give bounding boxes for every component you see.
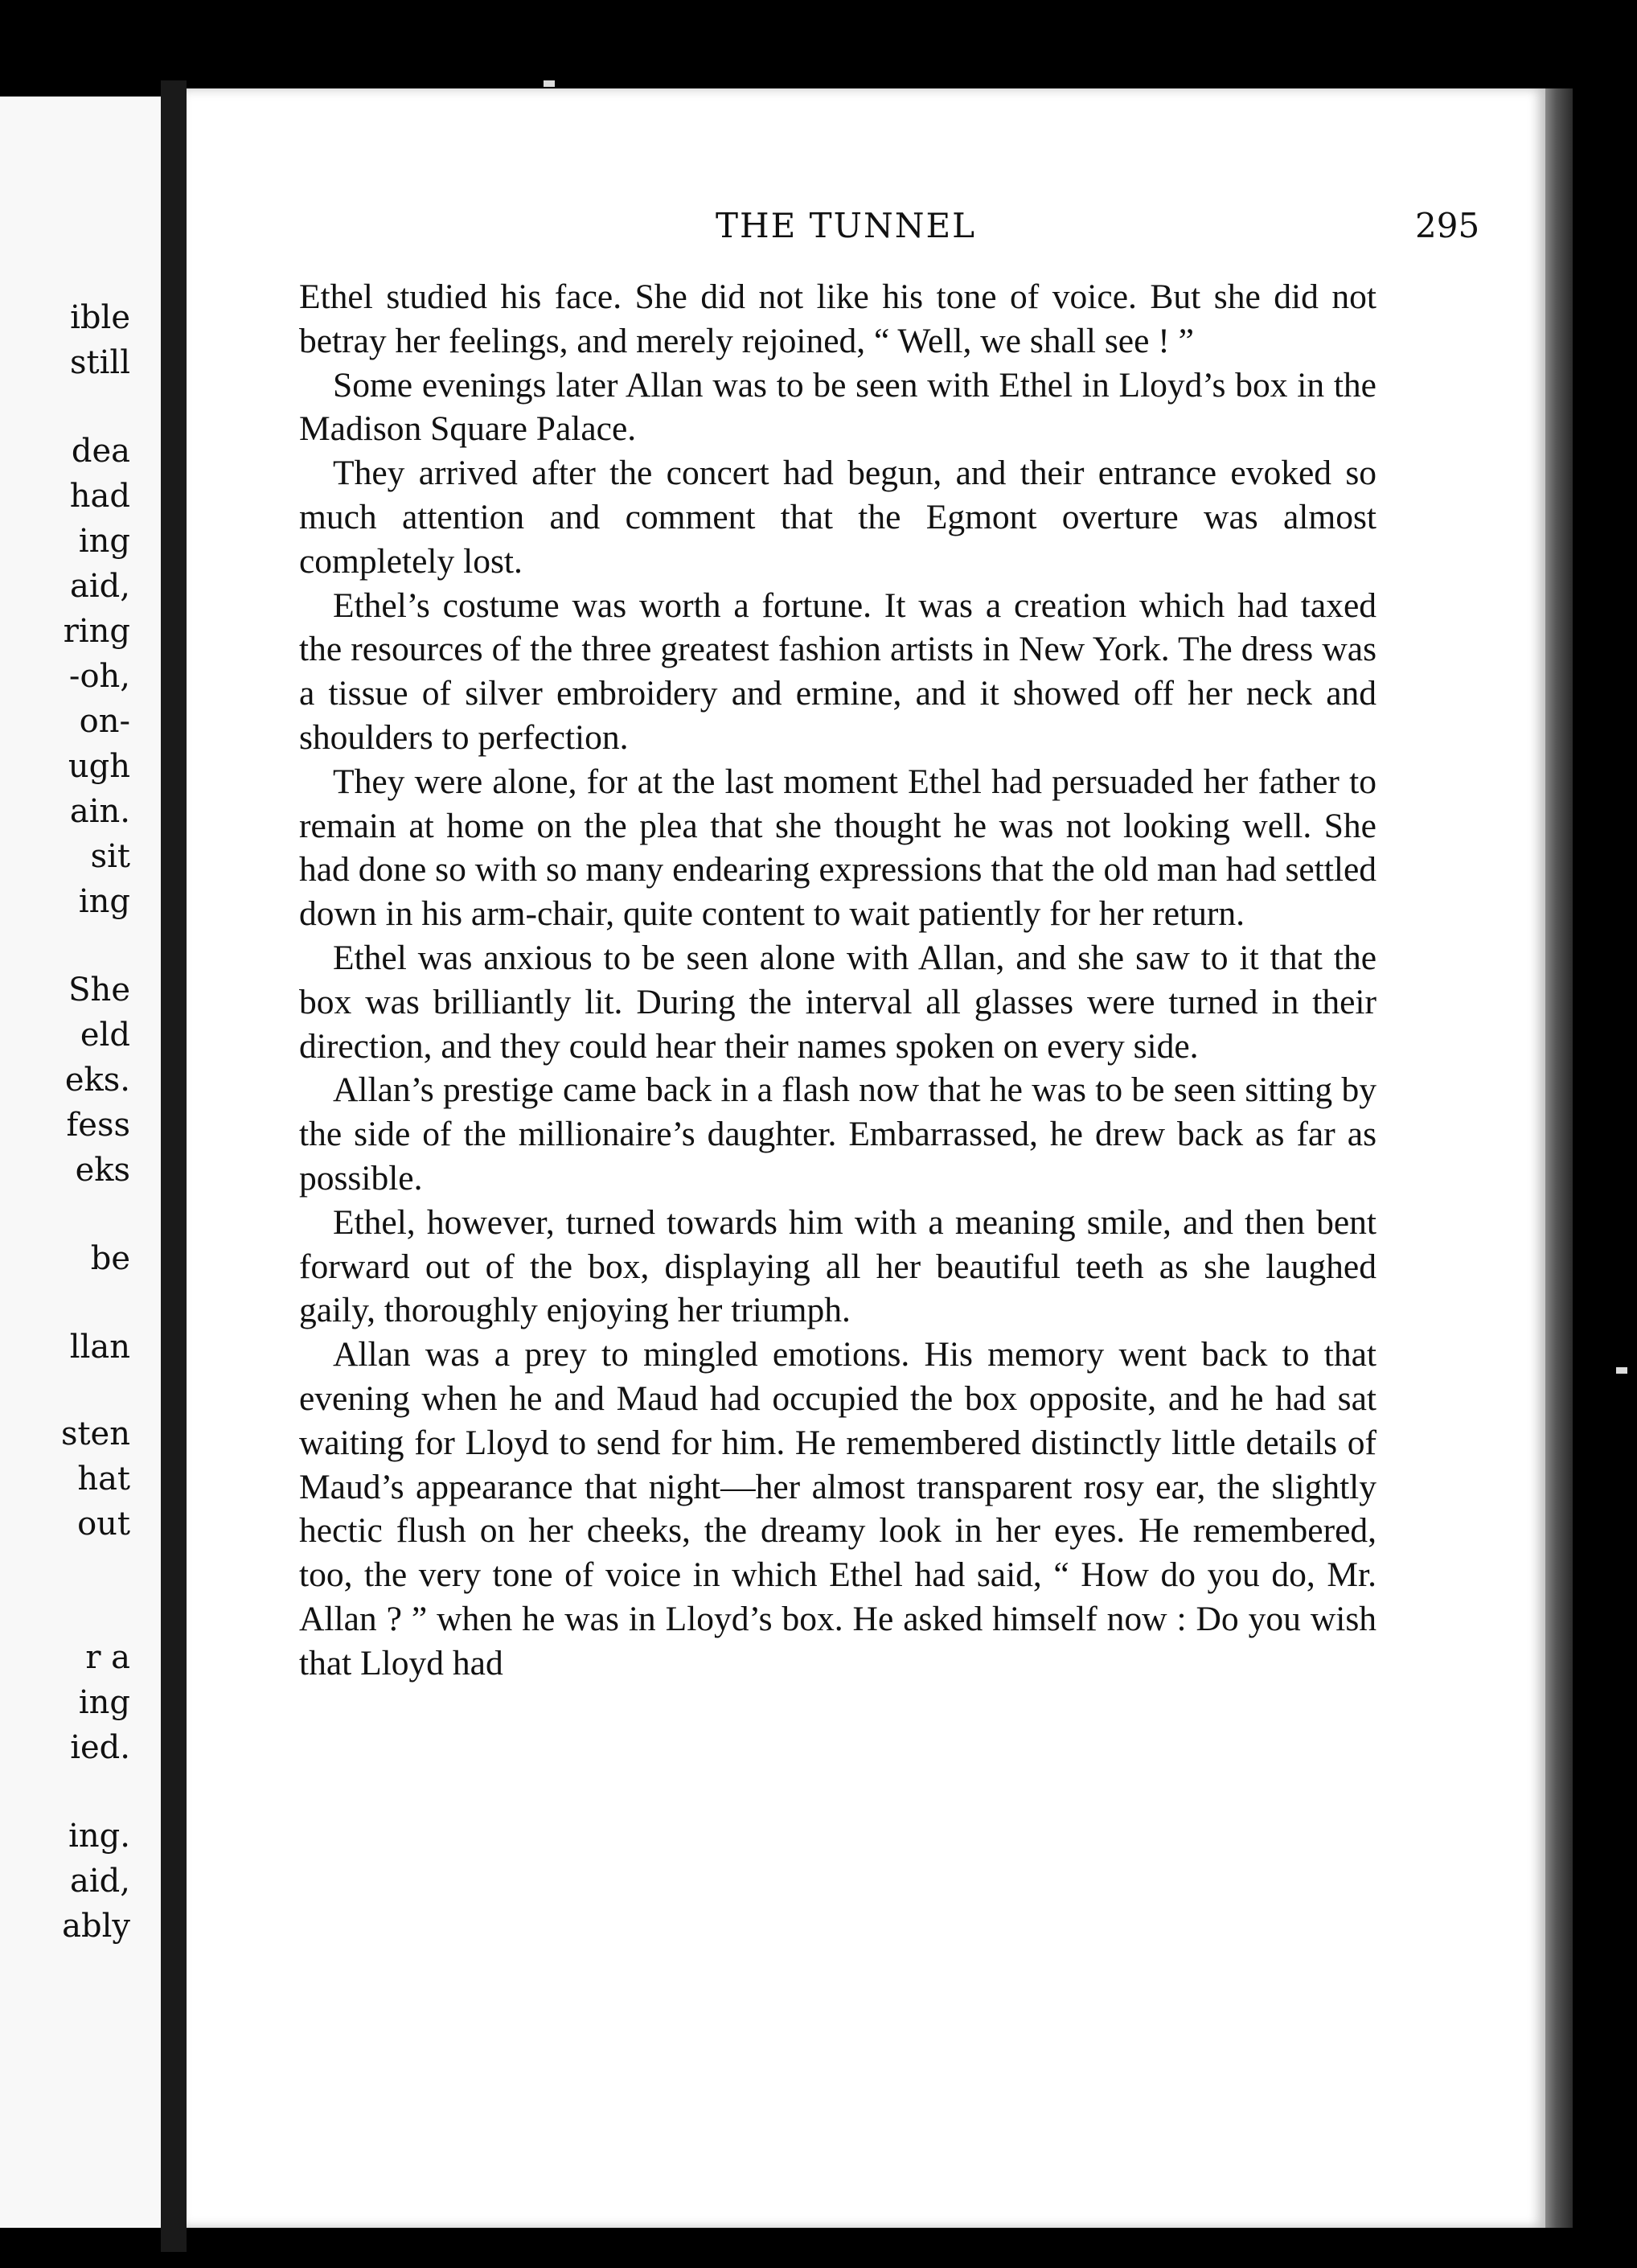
left-page-fragment: r a xyxy=(85,1639,130,1676)
paragraph: Allan was a prey to mingled emotions. His memory went back to that evening when he and Maud had occupied the box opposite, and he had sat waiting for Lloyd to send for him. He remembered distinctly little details of Maud’s appearance that night—her almost transparent rosy ear, the slightly hectic flush on her cheeks, the dreamy look in her eyes. He remembered, too, the very tone of voice in which Ethel had said, “ How do you do, Mr. Allan ? ” when he was in Lloyd’s box. He asked himself now : Do you wish that Lloyd had xyxy=(299,1335,1376,1683)
left-page-fragment: eld xyxy=(80,1017,130,1054)
paragraph: Ethel was anxious to be seen alone with Allan, and she saw to it that the box was brilliantly lit. During the interval all glasses were turned in their direction, and they could hear their names spoken on every side. xyxy=(299,938,1376,1066)
paragraph: Allan’s prestige came back in a flash now that he was to be seen sitting by the side of the millionaire’s daughter. Embarrassed, he drew back as far as possible. xyxy=(299,1070,1376,1198)
left-page-fragment: ible xyxy=(70,299,130,336)
scan-speck xyxy=(544,80,555,87)
paragraph: They were alone, for at the last moment Ethel had persuaded her father to remain at home on the plea that she thought he was not looking well. She had done so with so many endearing expressions that the old man had settled down in his arm-chair, quite content to wait patiently for her return. xyxy=(299,762,1376,934)
left-page-fragment: hat xyxy=(77,1461,130,1498)
paragraph: Ethel’s costume was worth a fortune. It was a creation which had taxed the resources of the three greatest fashion artists in New York. The dress was a tissue of silver embroidery and ermine, and it showed off her neck and shoulders to perfection. xyxy=(299,585,1376,757)
left-page-fragment: ain. xyxy=(69,793,130,830)
paragraph: Ethel studied his face. She did not like his tone of voice. But she did not betray her feelings, and merely rejoined, “ Well, we shall see ! ” xyxy=(299,277,1376,360)
left-page-fragment: ing. xyxy=(68,1818,130,1855)
page-body xyxy=(299,275,1376,1686)
book-gutter xyxy=(161,80,187,2252)
running-title: THE TUNNEL xyxy=(715,206,977,245)
left-page-fragment: on- xyxy=(79,703,130,740)
left-page-fragment: ably xyxy=(62,1908,130,1945)
page-number: 295 xyxy=(1415,206,1480,245)
left-page-fragment: ied. xyxy=(70,1729,130,1766)
left-page-fragment: eks xyxy=(75,1152,130,1189)
left-page-fragment: ing xyxy=(78,1684,130,1721)
left-page-fragment: -oh, xyxy=(68,658,130,695)
left-page-fragment: ring xyxy=(63,613,130,650)
paragraph: Ethel, however, turned towards him with a meaning smile, and then bent forward out of the box, displaying all her beautiful teeth as she laughed gaily, thoroughly enjoying her triumph. xyxy=(299,1202,1376,1330)
book-page xyxy=(187,88,1545,2228)
left-page-fragment: aid, xyxy=(70,568,130,605)
left-page-fragment: sit xyxy=(90,838,130,875)
scan-speck xyxy=(1616,1367,1627,1374)
facing-page-fragment xyxy=(0,97,161,2228)
left-page-fragment: had xyxy=(69,478,130,515)
left-page-fragment: She xyxy=(68,972,130,1009)
left-page-fragment: sten xyxy=(60,1415,130,1452)
paragraph: Some evenings later Allan was to be seen with Ethel in Lloyd’s box in the Madison Square Palace. xyxy=(299,365,1376,449)
left-page-fragment: aid, xyxy=(70,1863,130,1900)
left-page-fragment: dea xyxy=(71,433,130,470)
left-page-fragment: fess xyxy=(66,1107,130,1144)
left-page-fragment: ugh xyxy=(68,748,130,785)
left-page-fragment: still xyxy=(70,344,130,381)
page-edge-shadow xyxy=(1545,88,1573,2228)
left-page-fragment: out xyxy=(77,1506,130,1543)
left-page-fragment: be xyxy=(90,1240,130,1277)
left-page-fragment: llan xyxy=(69,1329,130,1366)
left-page-fragment: ing xyxy=(78,523,130,560)
page-header xyxy=(307,206,1545,246)
paragraph: They arrived after the concert had begun, and their entrance evoked so much attention and comment that the Egmont overture was almost completely lost. xyxy=(299,454,1376,581)
left-page-fragment: ing xyxy=(78,883,130,920)
left-page-fragment: eks. xyxy=(64,1062,130,1099)
